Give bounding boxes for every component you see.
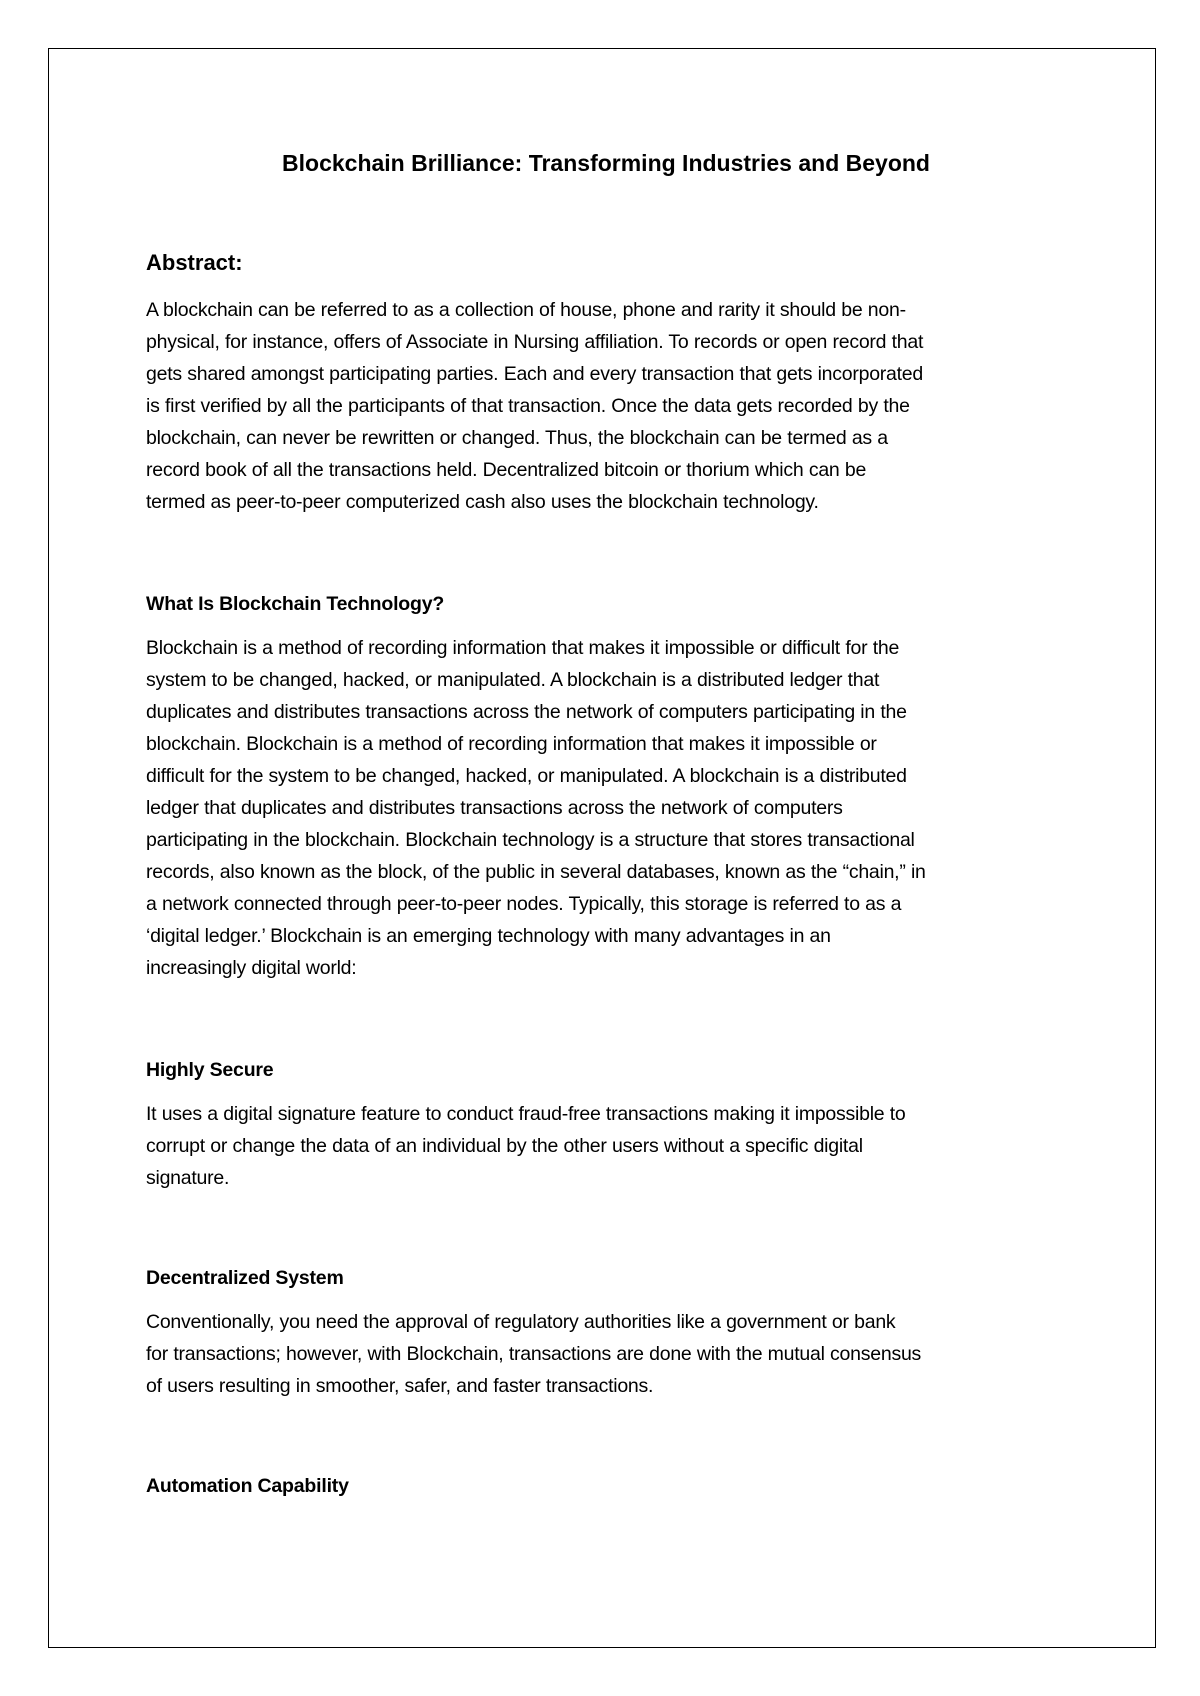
section-heading-decentralized-system: Decentralized System [146,1267,344,1289]
paragraph-line: A blockchain can be referred to as a collection of house, phone and rarity it should be non- [146,299,906,321]
section-heading-highly-secure: Highly Secure [146,1059,274,1081]
paragraph-line: blockchain. Blockchain is a method of recording information that makes it impossible or [146,733,877,755]
abstract-paragraph [146,294,1066,518]
paragraph-line: is first verified by all the participants of that transaction. Once the data gets recorded by the [146,395,910,417]
paragraph-line: record book of all the transactions held. Decentralized bitcoin or thorium which can be [146,459,867,481]
paragraph-line: termed as peer-to-peer computerized cash also uses the blockchain technology. [146,491,819,513]
paragraph-line: duplicates and distributes transactions across the network of computers participating in the [146,701,907,723]
paragraph-line: for transactions; however, with Blockchain, transactions are done with the mutual consensus [146,1343,922,1365]
paragraph-line: corrupt or change the data of an individual by the other users without a specific digital [146,1135,863,1157]
paragraph-line: ledger that duplicates and distributes transactions across the network of computers [146,797,843,819]
paragraph-line: gets shared amongst participating parties. Each and every transaction that gets incorporated [146,363,923,385]
paragraph-line: difficult for the system to be changed, hacked, or manipulated. A blockchain is a distributed [146,765,907,787]
document-title: Blockchain Brilliance: Transforming Industries and Beyond [282,150,930,176]
paragraph-line: system to be changed, hacked, or manipulated. A blockchain is a distributed ledger that [146,669,880,691]
paragraph-line: ‘digital ledger.’ Blockchain is an emerging technology with many advantages in an [146,925,831,947]
paragraph-line: Blockchain is a method of recording information that makes it impossible or difficult for the [146,637,900,659]
document-body [146,146,1066,1497]
abstract-heading: Abstract: [146,250,243,275]
paragraph-line: Conventionally, you need the approval of regulatory authorities like a government or bank [146,1311,896,1333]
paragraph-line: increasingly digital world: [146,957,357,979]
paragraph-line: a network connected through peer-to-peer nodes. Typically, this storage is referred to as a [146,893,902,915]
paragraph-line: signature. [146,1167,230,1189]
section-paragraph-highly-secure [146,1098,1066,1194]
paragraph-line: physical, for instance, offers of Associate in Nursing affiliation. To records or open record that [146,331,924,353]
section-paragraph-decentralized-system [146,1306,1066,1402]
section-paragraph-what-is-blockchain [146,632,1066,984]
paragraph-line: It uses a digital signature feature to conduct fraud-free transactions making it impossible to [146,1103,906,1125]
section-heading-what-is-blockchain: What Is Blockchain Technology? [146,593,445,615]
paragraph-line: participating in the blockchain. Blockchain technology is a structure that stores transactional [146,829,915,851]
paragraph-line: of users resulting in smoother, safer, and faster transactions. [146,1375,654,1397]
paragraph-line: records, also known as the block, of the public in several databases, known as the “chain,” in [146,861,926,883]
section-heading-automation-capability: Automation Capability [146,1475,349,1497]
paragraph-line: blockchain, can never be rewritten or changed. Thus, the blockchain can be termed as a [146,427,888,449]
